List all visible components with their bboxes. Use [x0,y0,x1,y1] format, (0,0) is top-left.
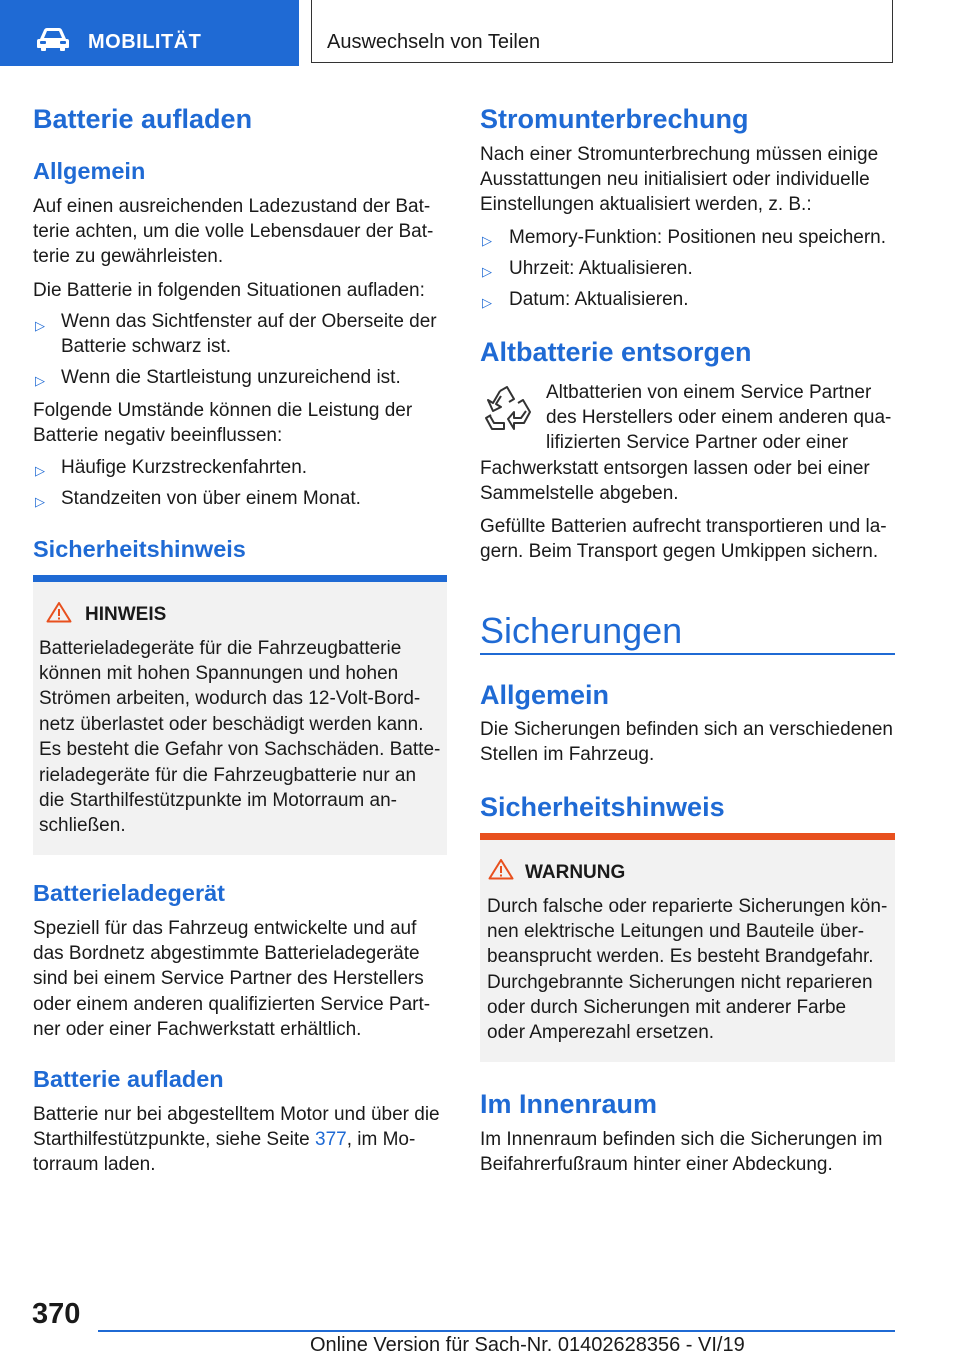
warning-bar [480,833,895,840]
paragraph-charger: sind bei einem Service Partner des Herstellers [33,968,424,989]
paragraph-general: Stellen im Fahrzeug. [480,744,655,765]
header-section-title: MOBILITÄT [88,31,202,53]
list-item: Häufige Kurzstreckenfahrten. [61,457,308,478]
paragraph-disposal: Altbatterien von einem Service Partner [546,382,872,403]
notice-line: netz überlastet oder beschädigt werden kann. [39,714,424,735]
paragraph-filled: Gefüllte Batterien aufrecht transportieren und la- [480,516,887,537]
notice-line: die Starthilfestützpunkte im Motorraum an- [39,790,397,811]
heading-general: Allgemein [33,158,146,184]
recycling-icon [482,385,532,433]
warning-triangle-icon [46,601,72,623]
list-item: Uhrzeit: Aktualisieren. [509,258,693,279]
heading-underline [480,653,895,655]
notice-line: können mit hohen Spannungen und hohen [39,663,399,684]
notice-line: rieladegeräte für die Fahrzeugbatterie nur an [39,765,417,786]
text-span: Starthilfestützpunkte, siehe Seite [33,1129,315,1150]
paragraph-charger: Speziell für das Fahrzeug entwickelte und auf [33,918,417,939]
list-item: Datum: Aktualisieren. [509,289,689,310]
paragraph-factors-1: Folgende Umstände können die Leistung der [33,400,413,421]
warning-line: oder Amperezahl ersetzen. [487,1022,715,1043]
page-reference-link[interactable]: 377 [315,1129,347,1150]
warning-line: nen elektrische Leitungen und Bauteile über- [487,921,865,942]
warning-line: Durch falsche oder reparierte Sicherungen kön- [487,896,888,917]
bullet-triangle-icon: ▷ [482,264,492,279]
heading-battery-charger: Batterieladegerät [33,880,225,906]
list-item-continued: Batterie schwarz ist. [61,336,231,357]
footer-online-version: Online Version für Sach-Nr. 01402628356 - VI/19 [310,1334,745,1356]
paragraph-general-2: terie achten, um die volle Lebensdauer der Bat- [33,221,434,242]
header-section-tab [0,0,299,66]
paragraph-disposal: Fachwerkstatt entsorgen lassen oder bei einer [480,458,870,479]
warning-label: WARNUNG [525,862,626,883]
paragraph-charger: oder einem anderen qualifizierten Service Part- [33,994,431,1015]
paragraph-power: Nach einer Stromunterbrechung müssen einige [480,144,879,165]
paragraph-disposal: des Herstellers oder einem anderen qua- [546,407,892,428]
notice-label: HINWEIS [85,604,167,625]
heading-safety-note: Sicherheitshinweis [33,536,246,562]
paragraph-charge2-3: torraum laden. [33,1154,156,1175]
paragraph-power: Einstellungen aktualisiert werden, z. B.: [480,194,812,215]
paragraph-power: Ausstattungen neu initialisiert oder individuelle [480,169,870,190]
bullet-triangle-icon: ▷ [35,494,45,509]
notice-bar [33,575,447,582]
list-item: Memory-Funktion: Positionen neu speichern. [509,227,887,248]
notice-line: schließen. [39,815,126,836]
paragraph-disposal: lifizierten Service Partner oder einer [546,432,849,453]
heading-fuses: Sicherungen [480,610,683,651]
paragraph-general-3: terie zu gewährleisten. [33,246,224,267]
notice-box [33,575,447,855]
footer-rule [98,1330,895,1332]
heading-interior: Im Innenraum [480,1089,658,1119]
text-span: , im Mo- [346,1129,416,1150]
paragraph-charge2-1: Batterie nur bei abgestelltem Motor und über die [33,1104,440,1125]
warning-box [480,833,895,1062]
notice-line: Strömen arbeiten, wodurch das 12-Volt-Bord- [39,688,421,709]
paragraph-interior: Im Innenraum befinden sich die Sicherungen im [480,1129,883,1150]
paragraph-general: Die Sicherungen befinden sich an verschiedenen [480,719,893,740]
bullet-triangle-icon: ▷ [35,318,45,333]
paragraph-disposal: Sammelstelle abgeben. [480,483,679,504]
header-chapter-title: Auswechseln von Teilen [327,31,541,53]
warning-line: oder durch Sicherungen mit anderer Farbe [487,997,847,1018]
bullet-triangle-icon: ▷ [35,463,45,478]
paragraph-interior: Beifahrerfußraum hinter einer Abdeckung. [480,1154,833,1175]
paragraph-general-1: Auf einen ausreichenden Ladezustand der Bat- [33,196,431,217]
bullet-triangle-icon: ▷ [35,373,45,388]
heading-battery-charging: Batterie aufladen [33,104,253,134]
paragraph-factors-2: Batterie negativ beeinflussen: [33,425,283,446]
warning-line: beansprucht werden. Es besteht Brandgefahr. [487,946,874,967]
warning-line: Durchgebrannte Sicherungen nicht reparieren [487,972,873,993]
paragraph-charger: ner oder einer Fachwerkstatt erhältlich. [33,1019,362,1040]
notice-line: Es besteht die Gefahr von Sachschäden. Batte- [39,739,441,760]
paragraph-charger: das Bordnetz abgestimmte Batterieladegeräte [33,943,420,964]
paragraph-charge2-2 [33,1127,415,1153]
paragraph-filled: gern. Beim Transport gegen Umkippen sichern. [480,541,879,562]
heading-battery-disposal: Altbatterie entsorgen [480,337,752,367]
paragraph-situations: Die Batterie in folgenden Situationen aufladen: [33,280,425,301]
heading-battery-charging-2: Batterie aufladen [33,1066,224,1092]
list-item: Standzeiten von über einem Monat. [61,488,361,509]
car-icon [36,27,70,51]
heading-power-interruption: Stromunterbrechung [480,104,749,134]
heading-general-fuses: Allgemein [480,680,610,710]
heading-safety-note-fuses: Sicherheitshinweis [480,792,725,822]
list-item: Wenn das Sichtfenster auf der Oberseite der [61,311,437,332]
list-item: Wenn die Startleistung unzureichend ist. [61,367,401,388]
warning-triangle-icon [488,858,514,880]
bullet-triangle-icon: ▷ [482,233,492,248]
bullet-triangle-icon: ▷ [482,295,492,310]
page-number: 370 [32,1298,81,1330]
notice-line: Batterieladegeräte für die Fahrzeugbatterie [39,638,402,659]
